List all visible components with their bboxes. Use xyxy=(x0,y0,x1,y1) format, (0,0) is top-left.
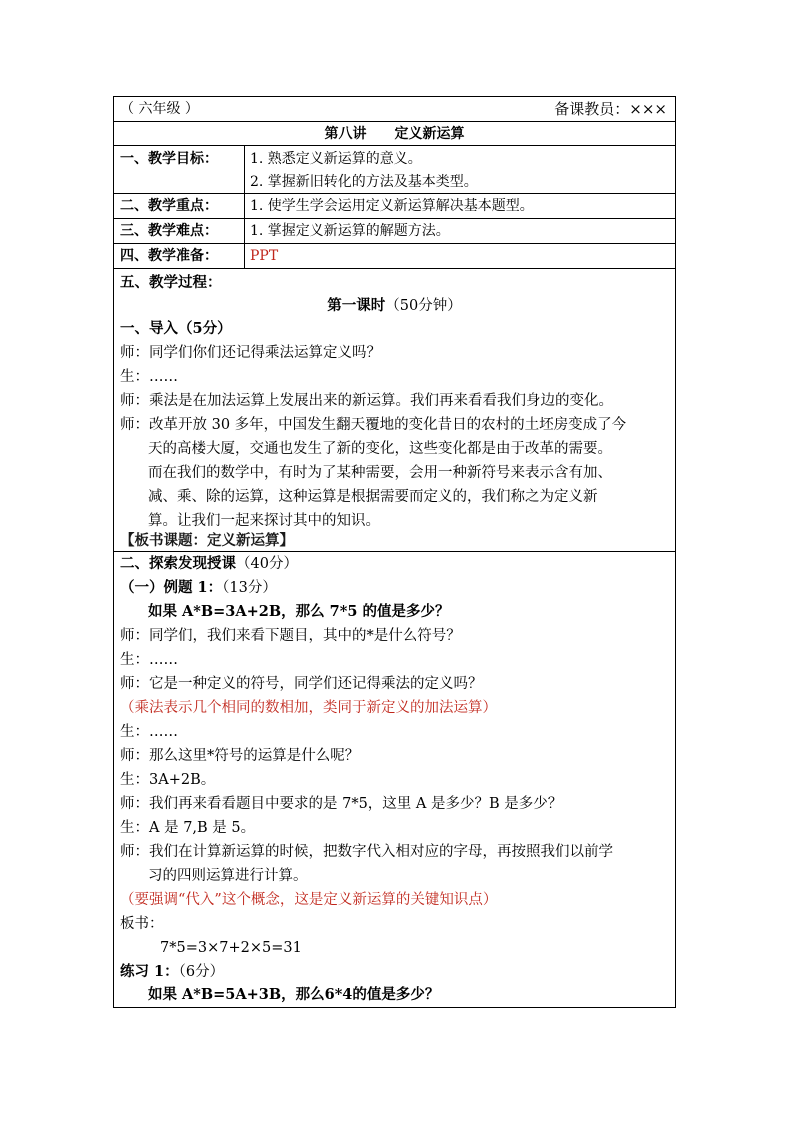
dialogue-line: 师：改革开放 30 多年，中国发生翻天覆地的变化昔日的农村的土坯房变成了今 xyxy=(120,417,627,433)
board-label: 板书： xyxy=(120,916,164,932)
dialogue-line: 生：3A+2B。 xyxy=(120,772,216,788)
process-section xyxy=(114,269,675,552)
info-row-difficulty xyxy=(114,219,675,244)
info-label: 一、教学目标： xyxy=(120,151,218,167)
practice-time: （6分） xyxy=(178,964,225,980)
teacher-label: 备课教员：××× xyxy=(554,100,667,118)
teacher-note: （乘法表示几个相同的数相加，类同于新定义的加法运算） xyxy=(120,700,497,716)
dialogue-line: 生：…… xyxy=(120,652,178,668)
dialogue-line: 师：同学们，我们来看下题目，其中的*是什么符号？ xyxy=(120,628,461,644)
grade-label: （ 六年级 ） xyxy=(120,101,199,117)
dialogue-line: 而在我们的数学中，有时为了某种需要，会用一种新符号来表示含有加、 xyxy=(148,465,612,481)
explore-heading-time: （40分） xyxy=(236,556,298,572)
practice-label: 练习 1： xyxy=(120,963,179,980)
example-heading-line xyxy=(120,576,277,600)
header-row xyxy=(114,97,675,122)
lesson-duration: （50分钟） xyxy=(385,298,462,314)
board-formula: 7*5=3×7+2×5=31 xyxy=(160,940,302,956)
teacher-note: （要强调“代入”这个概念，这是定义新运算的关键知识点） xyxy=(120,892,498,908)
dialogue-line: 天的高楼大厦，交通也发生了新的变化，这些变化都是由于改革的需要。 xyxy=(148,441,612,457)
dialogue-line: 师：同学们你们还记得乘法运算定义吗？ xyxy=(120,345,381,361)
info-row-goals xyxy=(114,146,675,194)
dialogue-line: 算。让我们一起来探讨其中的知识。 xyxy=(148,513,380,529)
dialogue-line: 习的四则运算进行计算。 xyxy=(148,868,308,884)
dialogue-line: 师：那么这里*符号的运算是什么呢？ xyxy=(120,748,360,764)
practice-question: 如果 A*B=5A+3B，那么6*4的值是多少？ xyxy=(148,986,440,1003)
info-label: 三、教学难点： xyxy=(120,223,218,239)
dialogue-line: 生：A 是 7,B 是 5。 xyxy=(120,820,256,836)
process-heading: 五、教学过程： xyxy=(120,274,222,291)
info-label: 四、教学准备： xyxy=(120,248,218,264)
dialogue-line: 师：它是一种定义的符号，同学们还记得乘法的定义吗？ xyxy=(120,676,483,692)
example-question: 如果 A*B=3A+2B，那么 7*5 的值是多少？ xyxy=(148,603,450,620)
example-time: （13分） xyxy=(222,580,277,596)
intro-heading: 一、导入（5分） xyxy=(120,320,232,337)
board-topic: 【板书课题：定义新运算】 xyxy=(120,532,294,549)
dialogue-line: 生：…… xyxy=(120,369,178,385)
lesson-title: 第一课时 xyxy=(327,297,386,314)
dialogue-line: 减、乘、除的运算，这种运算是根据需要而定义的，我们称之为定义新 xyxy=(148,489,598,505)
dialogue-line: 师：我们在计算新运算的时候，把数字代入相对应的字母，再按照我们以前学 xyxy=(120,844,613,860)
dialogue-line: 师：我们再来看看题目中要求的是 7*5，这里 A 是多少？B 是多少？ xyxy=(120,796,563,812)
dialogue-line: 生：…… xyxy=(120,724,178,740)
lecture-title: 第八讲 定义新运算 xyxy=(324,126,465,142)
explore-heading-line xyxy=(120,552,298,576)
lesson-plan-table xyxy=(113,96,676,1008)
info-line: 2. 掌握新旧转化的方法及基本类型。 xyxy=(250,174,478,190)
title-row xyxy=(114,122,675,146)
info-row-focus xyxy=(114,194,675,219)
prep-value: PPT xyxy=(250,248,279,264)
info-label: 二、教学重点： xyxy=(120,198,218,214)
explore-section xyxy=(114,552,675,1007)
lesson-title-line xyxy=(114,294,675,318)
info-line: 1. 熟悉定义新运算的意义。 xyxy=(250,151,422,167)
example-label: （一）例题 1： xyxy=(120,579,223,596)
info-row-prep xyxy=(114,244,675,269)
practice-heading-line xyxy=(120,960,224,984)
info-line: 1. 掌握定义新运算的解题方法。 xyxy=(250,223,450,239)
dialogue-line: 师：乘法是在加法运算上发展出来的新运算。我们再来看看我们身边的变化。 xyxy=(120,393,613,409)
explore-heading: 二、探索发现授课 xyxy=(120,555,236,572)
info-line: 1. 使学生学会运用定义新运算解决基本题型。 xyxy=(250,198,534,214)
